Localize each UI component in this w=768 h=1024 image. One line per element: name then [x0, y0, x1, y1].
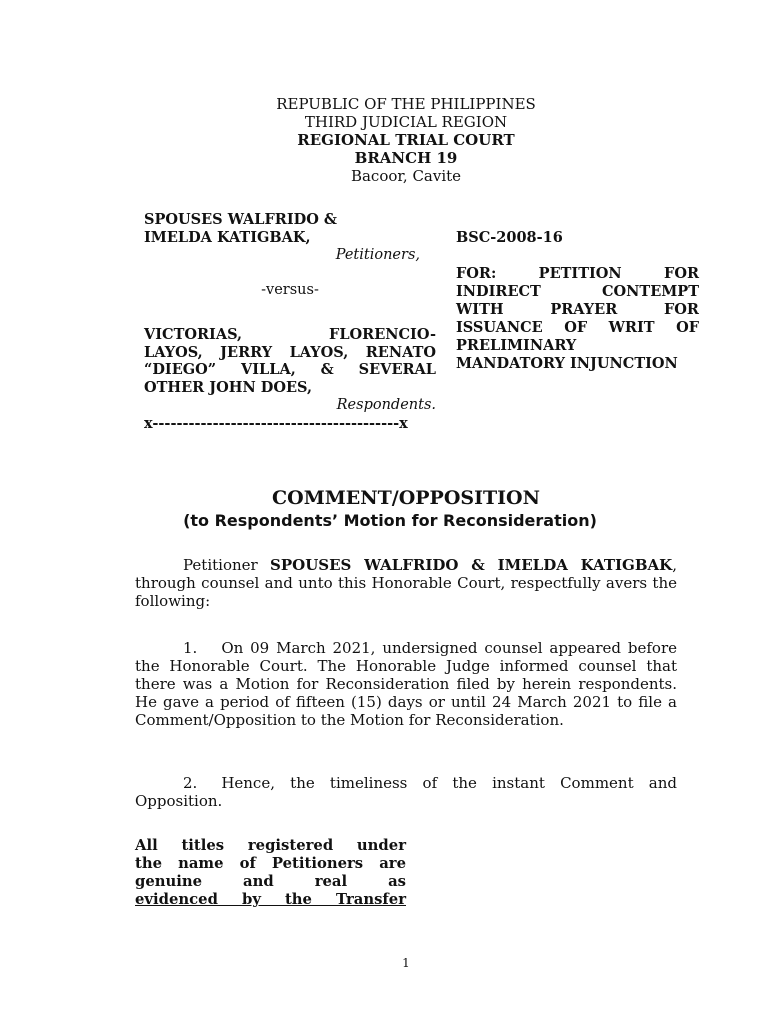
caption-separator: x-----------------------------------------x	[144, 414, 408, 432]
case-nature-line: MANDATORY INJUNCTION	[456, 355, 678, 372]
petitioners-name-line-2: IMELDA KATIGBAK,	[144, 228, 311, 246]
respondents-role: Respondents.	[336, 396, 436, 413]
respondents-line: “DIEGO” VILLA, & SEVERAL	[144, 361, 436, 379]
section-heading-line: genuine and real as	[135, 873, 406, 890]
petitioner-names: SPOUSES WALFRIDO & IMELDA KATIGBAK	[270, 556, 673, 574]
intro-post: , through counsel and unto this Honorable Court, respectfully avers the following:	[135, 556, 678, 610]
versus-label: -versus-	[261, 282, 319, 299]
respondents-line: OTHER JOHN DOES,	[144, 379, 313, 397]
paragraph-text: Hence, the timeliness of the instant Comment and Opposition.	[135, 774, 677, 810]
case-nature-line: WITH PRAYER FOR	[456, 301, 699, 318]
petitioners-role: Petitioners,	[335, 246, 420, 263]
section-heading-line: evidenced by the Transfer	[135, 891, 406, 908]
header-branch: BRANCH 19	[354, 149, 458, 167]
numbered-paragraph-2	[135, 774, 677, 810]
header-republic: REPUBLIC OF THE PHILIPPINES	[276, 95, 536, 113]
header-location: Bacoor, Cavite	[350, 167, 462, 185]
paragraph-number: 2.	[183, 774, 198, 792]
respondents-line: VICTORIAS, FLORENCIO-	[144, 325, 436, 343]
document-subtitle: (to Respondents’ Motion for Reconsideration)	[183, 511, 597, 530]
case-caption-parties	[144, 211, 436, 433]
intro-pre: Petitioner	[183, 556, 271, 574]
respondents-line: LAYOS, JERRY LAYOS, RENATO	[144, 343, 436, 361]
header-court: REGIONAL TRIAL COURT	[297, 131, 515, 149]
section-heading	[135, 837, 406, 909]
case-nature-line: FOR: PETITION FOR	[456, 265, 699, 282]
petitioners-name-line-1: SPOUSES WALFRIDO &	[144, 211, 337, 228]
numbered-paragraph-1	[135, 639, 677, 729]
section-heading-line: the name of Petitioners are	[135, 855, 406, 872]
case-number: BSC-2008-16	[456, 229, 563, 246]
page-number: 1	[402, 956, 410, 970]
document-title: COMMENT/OPPOSITION	[272, 487, 540, 509]
case-nature-line: INDIRECT CONTEMPT	[456, 283, 699, 300]
paragraph-text: On 09 March 2021, undersigned counsel appeared before the Honorable Court. The Honorable Judge informed counsel that there was a Motion for Reconsideration filed by herein respondents. He gave a period of fifteen (15) days or until 24 March 2021 to file a Comment/Opposition to the Motion for Reconsideration.	[135, 639, 677, 729]
case-nature-line: ISSUANCE OF WRIT OF	[456, 319, 699, 336]
header-region: THIRD JUDICIAL REGION	[304, 113, 508, 131]
section-heading-line: All titles registered under	[135, 837, 406, 854]
case-caption-details	[456, 229, 699, 373]
case-nature-line: PRELIMINARY	[456, 337, 577, 354]
paragraph-number: 1.	[183, 639, 198, 657]
intro-paragraph	[135, 556, 677, 610]
